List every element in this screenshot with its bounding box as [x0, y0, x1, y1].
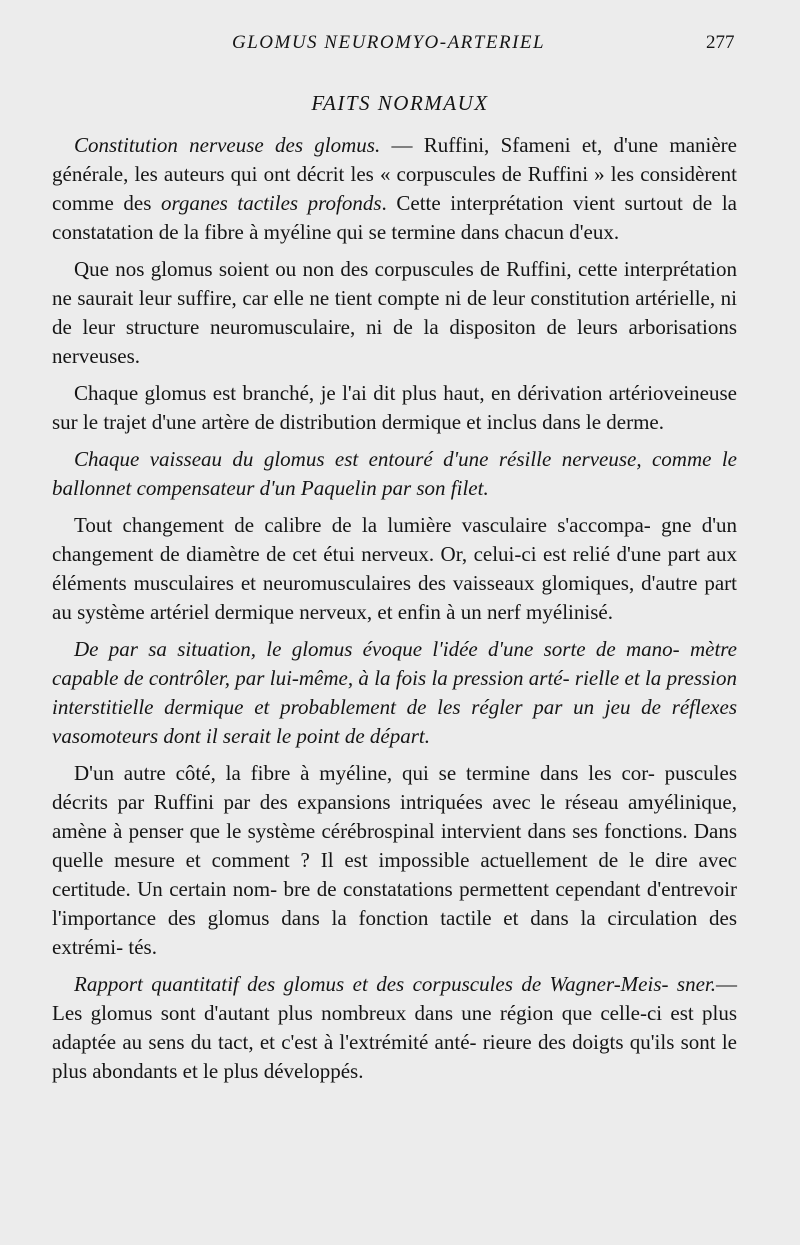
body-text: [52, 131, 737, 1086]
paragraph: Tout changement de calibre de la lumière vasculaire s'accompa- gne d'un changement de diamètre de cet étui nerveux. Or, celui-ci est relié d'une part aux éléments musculaires et neuromusculaires des vaisseaux glomiques, d'autre part au système artériel dermique nerveux, et enfin à un nerf myélinisé.: [52, 513, 737, 624]
section-title: FAITS NORMAUX: [311, 91, 489, 115]
paragraph: D'un autre côté, la fibre à myéline, qui se termine dans les cor- puscules décrits par Ruffini par des expansions intriquées avec le réseau amyélinique, amène à penser que le système cérébrospinal intervient dans ses fonctions. Dans quelle mesure et comment ? Il est impossible actuellement de le dire avec certitude. Un certain nom- bre de constatations permettent cependant d'entrevoir l'importance des glomus dans la fonction tactile et dans la circulation des extrémi- tés.: [52, 761, 737, 959]
paragraph-italic: De par sa situation, le glomus évoque l'idée d'une sorte de mano- mètre capable de contrôler, par lui-même, à la fois la pression arté- rielle et la pression interstitielle dermique et probablement de les régler par un jeu de réflexes vasomoteurs dont il serait le point de départ.: [52, 637, 737, 748]
paragraph-heading: Constitution nerveuse des glomus.: [74, 133, 381, 157]
paragraph-text: — Les glomus sont d'autant plus nombreux dans une région que celle-ci est plus adaptée au sens du tact, et c'est à l'extrémité anté- rieure des doigts qu'ils sont le plus abondants et le plus développés.: [52, 972, 737, 1083]
running-title: GLOMUS NEUROMYO-ARTERIEL: [232, 32, 546, 53]
running-head: [0, 32, 800, 56]
paragraph-heading: Rapport quantitatif des glomus et des corpuscules de Wagner-Meis- sner.: [74, 972, 716, 996]
page-number: 277: [706, 32, 735, 53]
paragraph-constitution: [52, 131, 737, 247]
paragraph: Chaque glomus est branché, je l'ai dit plus haut, en dérivation artérioveineuse sur le trajet d'une artère de distribution dermique et inclus dans le derme.: [52, 381, 737, 434]
paragraph-italic: Chaque vaisseau du glomus est entouré d'une résille nerveuse, comme le ballonnet compensateur d'un Paquelin par son filet.: [52, 447, 737, 500]
paragraph-text: — Ruffini, Sfameni et, d'une manière générale, les auteurs qui ont décrit les « corpuscules de Ruffini » les considèrent comme des: [52, 133, 737, 215]
paragraph-rapport: [52, 970, 737, 1086]
paragraph-text: . Cette interprétation vient surtout de la constatation de la fibre à myéline qui se termine dans chacun d'eux.: [52, 191, 737, 244]
emphasis: organes tactiles profonds: [160, 191, 382, 215]
paragraph: Que nos glomus soient ou non des corpuscules de Ruffini, cette interprétation ne saurait leur suffire, car elle ne tient compte ni de leur constitution artérielle, ni de leur structure neuromusculaire, ni de la dispositon de leurs arborisations nerveuses.: [52, 257, 737, 368]
